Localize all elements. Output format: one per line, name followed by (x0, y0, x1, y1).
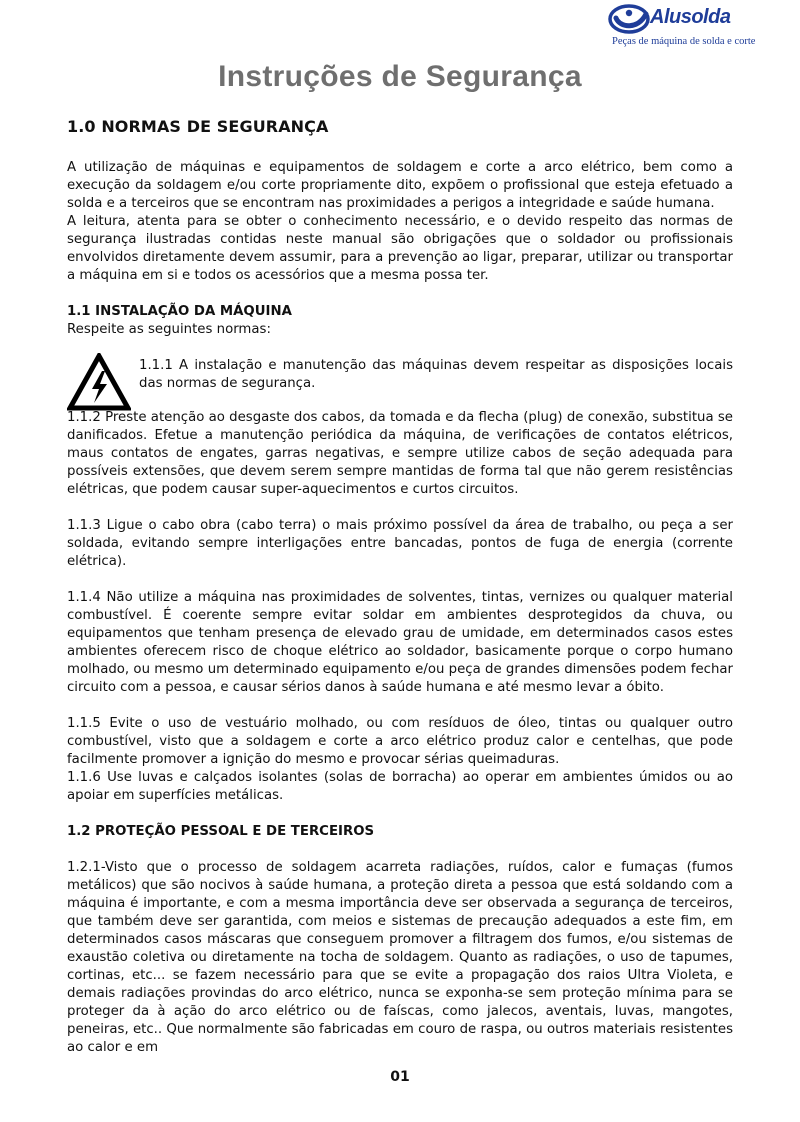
logo-swoosh-icon (608, 4, 652, 36)
page-number: 01 (390, 1069, 410, 1085)
paragraph-1-0-b: A leitura, atenta para se obter o conhecimento necessário, e o devido respeito das normas de segurança ilustradas contidas neste manual são obrigações que o soldador ou profissionais envolvidos diretamente devem assumir, para a prevenção ao ligar, preparar, utilizar ou transportar a máquina em si e todos os acessórios que a mesma possa ter. (67, 214, 733, 283)
document-body (67, 118, 733, 1057)
company-logo (608, 4, 756, 54)
item-1-2-1: 1.2.1-Visto que o processo de soldagem acarreta radiações, ruídos, calor e fumaças (fumos metálicos) que são nocivos à saúde humana, a proteção direta a pessoa que está soldando com a máquina é importante, e com a mesma importância deve ser observada a segurança de terceiros, que também deve ser garantida, com meios e sistemas de precaução adequados a este fim, em determinados casos máscaras que conseguem promover a filtragem dos fumos, e/ou sistemas de exaustão coletiva ou diretamente na tocha de soldagem. Quanto as radiações, o uso de tapumes, cortinas, etc... se fazem necessário para que se evite a propagação dos raios Ultra Violeta, e demais radiações provindas do arco elétrico, nunca se exponha-se sem proteção mínima para se proteger da à ação do arco elétrico ou de faíscas, como jalecos, aventais, luvas, mangotes, peneiras, etc.. Que normalmente são fabricadas em couro de raspa, ou outros materiais resistentes ao calor e em (67, 860, 733, 1055)
item-1-1-2: 1.1.2 Preste atenção ao desgaste dos cabos, da tomada e da flecha (plug) de conexão, substitua se danificados. Efetue a manutenção periódica da máquina, de verificações de contatos elétricos, maus contatos de engates, garras negativas, e sempre utilize cabos de seção adequada para possíveis extensões, que devem serem sempre mantidas de forma tal que não gerem resistências elétricas, que podem causar super-aquecimentos e curtos circuitos. (67, 410, 733, 497)
logo-tagline: Peças de máquina de solda e corte (612, 36, 756, 47)
page-title: Instruções de Segurança (218, 60, 582, 93)
warning-block (67, 357, 733, 409)
item-1-1-1: 1.1.1 A instalação e manutenção das máquinas devem respeitar as disposições locais das normas de segurança. (139, 358, 733, 391)
section-1-1-intro: Respeite as seguintes normas: (67, 322, 271, 337)
item-1-1-6: 1.1.6 Use luvas e calçados isolantes (solas de borracha) ao operar em ambientes úmidos ou ao apoiar em superfícies metálicas. (67, 770, 733, 803)
paragraph-1-0-a: A utilização de máquinas e equipamentos de soldagem e corte a arco elétrico, bem como a execução da soldagem e/ou corte propriamente dito, expõem o profissional que esteja efetuado a solda e a terceiros que se encontram nas proximidades a perigos a integridade e saúde humana. (67, 160, 733, 211)
logo-brand-name: Alusolda (650, 6, 731, 28)
section-heading-1-0: 1.0 NORMAS DE SEGURANÇA (67, 117, 329, 136)
item-1-1-5: 1.1.5 Evite o uso de vestuário molhado, ou com resíduos de óleo, tintas ou qualquer outro combustível, visto que a soldagem e corte a arco elétrico produz calor e centelhas, que pode facilmente promover a ignição do mesmo e provocar sérias queimaduras. (67, 716, 733, 767)
section-heading-1-1: 1.1 INSTALAÇÃO DA MÁQUINA (67, 304, 292, 319)
electrical-hazard-icon (67, 353, 131, 411)
item-1-1-4: 1.1.4 Não utilize a máquina nas proximidades de solventes, tintas, vernizes ou qualquer material combustível. É coerente sempre evitar soldar em ambientes desprotegidos da chuva, ou equipamentos que tenham presença de elevado grau de umidade, em determinados casos estes ambientes oferecem risco de choque elétrico ao soldador, basicamente porque o corpo humano molhado, ou mesmo um determinado equipamento e/ou peça de grandes dimensões podem fechar circuito com a pessoa, e causar sérios danos à saúde humana e até mesmo levar a óbito. (67, 590, 733, 695)
section-heading-1-2: 1.2 PROTEÇÃO PESSOAL E DE TERCEIROS (67, 824, 375, 839)
item-1-1-3: 1.1.3 Ligue o cabo obra (cabo terra) o mais próximo possível da área de trabalho, ou peça a ser soldada, evitando sempre interligações entre bancadas, pontos de fuga de energia (corrente elétrica). (67, 518, 733, 569)
